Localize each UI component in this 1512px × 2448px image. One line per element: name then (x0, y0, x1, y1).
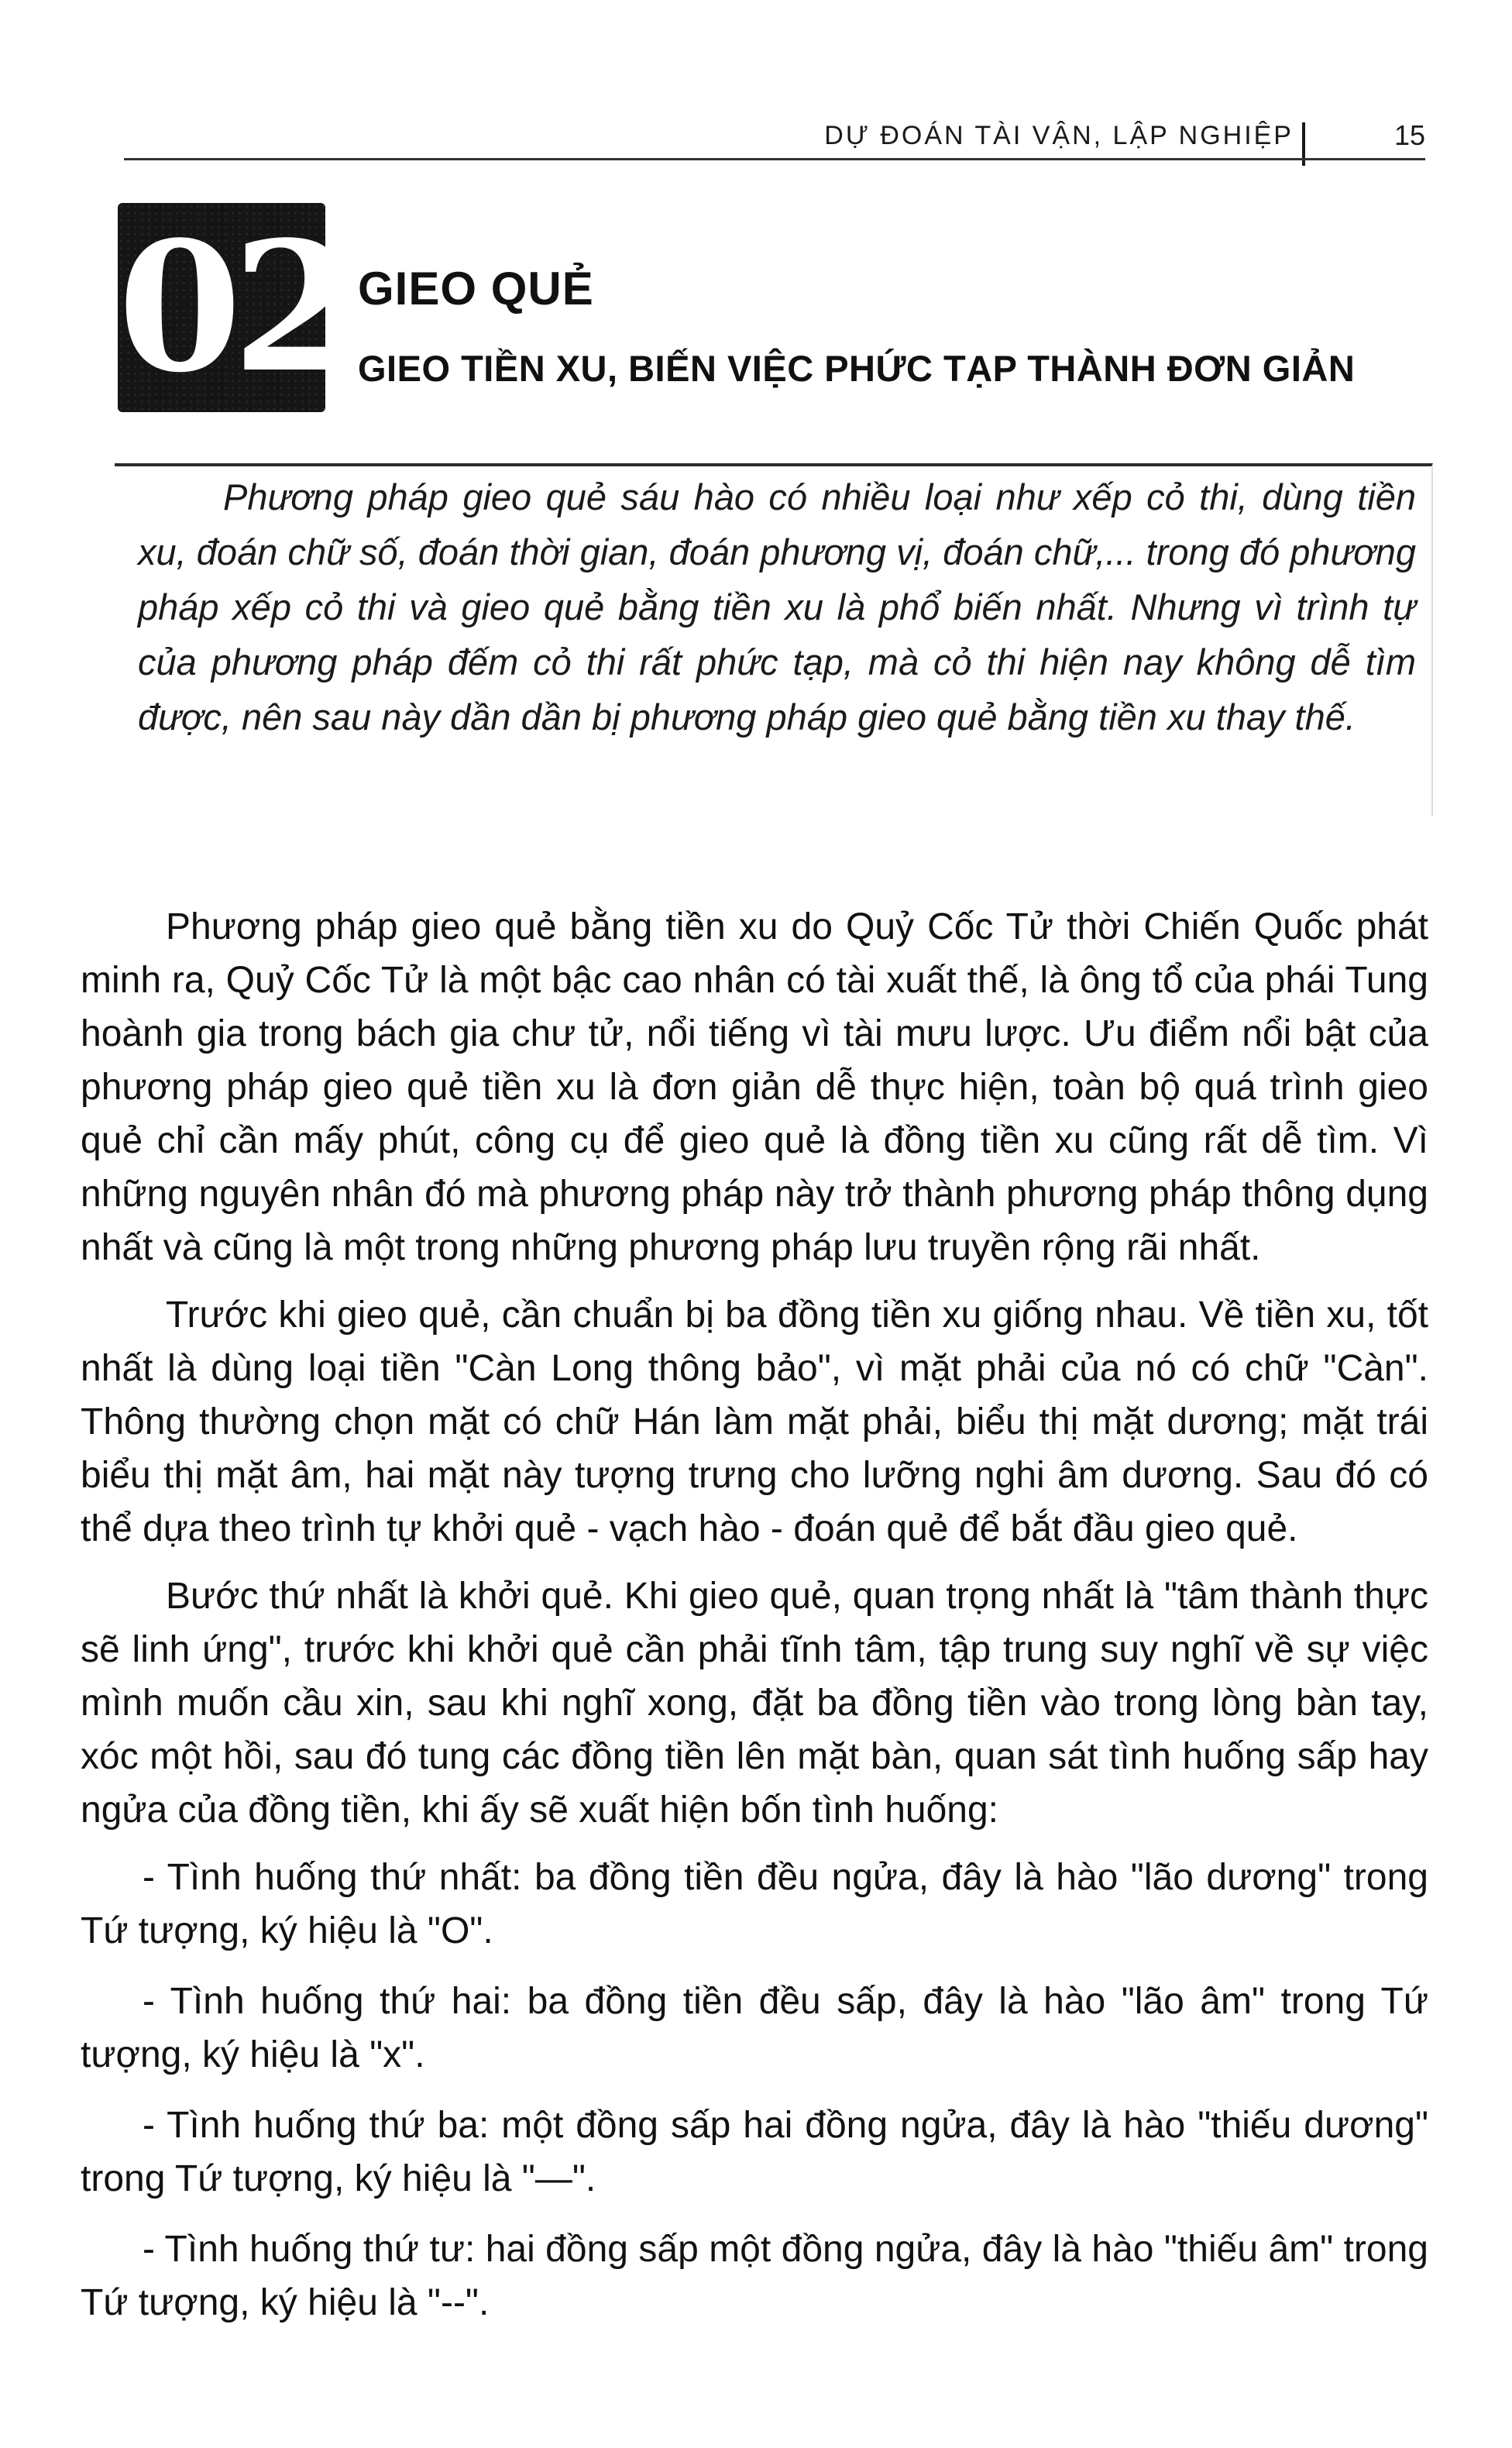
chapter-title: GIEO QUẺ (358, 263, 594, 315)
paragraph-2: Trước khi gieo quẻ, cần chuẩn bị ba đồng tiền xu giống nhau. Về tiền xu, tốt nhất là dùng loại tiền "Càn Long thông bảo", vì mặt phải của nó có chữ "Càn". Thông thường chọn mặt có chữ Hán làm mặt phải, biểu thị mặt dương; mặt trái biểu thị mặt âm, hai mặt này tượng trưng cho lưỡng nghi âm dương. Sau đó có thể dựa theo trình tự khởi quẻ - vạch hào - đoán quẻ để bắt đầu gieo quẻ. (81, 1294, 1428, 1549)
page-number: 15 (1393, 119, 1425, 151)
case-3: - Tình huống thứ ba: một đồng sấp hai đồng ngửa, đây là hào "thiếu dương" trong Tứ tượng, ký hiệu là "—". (81, 2105, 1428, 2199)
case-4: - Tình huống thứ tư: hai đồng sấp một đồng ngửa, đây là hào "thiếu âm" trong Tứ tượng, ký hiệu là "--". (81, 2229, 1428, 2323)
chapter-number-badge (118, 203, 348, 412)
running-header (124, 116, 1425, 163)
chapter-subtitle: GIEO TIỀN XU, BIẾN VIỆC PHỨC TẠP THÀNH ĐƠN GIẢN (358, 348, 1356, 389)
chapter-number: 02 (118, 203, 348, 412)
header-rule (124, 158, 1425, 160)
case-1: - Tình huống thứ nhất: ba đồng tiền đều ngửa, đây là hào "lão dương" trong Tứ tượng, ký hiệu là "O". (81, 1857, 1428, 1951)
paragraph-1: Phương pháp gieo quẻ bằng tiền xu do Quỷ Cốc Tử thời Chiến Quốc phát minh ra, Quỷ Cốc Tử là một bậc cao nhân có tài xuất thế, là ông tổ của phái Tung hoành gia trong bách gia chư tử, nổi tiếng vì tài mưu lược. Ưu điểm nổi bật của phương pháp gieo quẻ tiền xu là đơn giản dễ thực hiện, toàn bộ quá trình gieo quẻ chỉ cần mấy phút, công cụ để gieo quẻ là đồng tiền xu cũng rất dễ tìm. Vì những nguyên nhân đó mà phương pháp này trở thành phương pháp thông dụng nhất và cũng là một trong những phương pháp lưu truyền rộng rãi nhất. (81, 906, 1428, 1268)
intro-text: Phương pháp gieo quẻ sáu hào có nhiều loại như xếp cỏ thi, dùng tiền xu, đoán chữ số, đoán thời gian, đoán phương vị, đoán chữ,... trong đó phương pháp xếp cỏ thi và gieo quẻ bằng tiền xu là phổ biến nhất. Nhưng vì trình tự của phương pháp đếm cỏ thi rất phức tạp, mà cỏ thi hiện nay không dễ tìm được, nên sau này dần dần bị phương pháp gieo quẻ bằng tiền xu thay thế. (138, 476, 1416, 737)
paragraph-3: Bước thứ nhất là khởi quẻ. Khi gieo quẻ, quan trọng nhất là "tâm thành thực sẽ linh ứng", trước khi khởi quẻ cần phải tĩnh tâm, tập trung suy nghĩ về sự việc mình muốn cầu xin, sau khi nghĩ xong, đặt ba đồng tiền vào trong lòng bàn tay, xóc một hồi, sau đó tung các đồng tiền lên mặt bàn, quan sát tình huống sấp hay ngửa của đồng tiền, khi ấy sẽ xuất hiện bốn tình huống: (81, 1576, 1428, 1831)
intro-box (115, 463, 1433, 817)
body-text (81, 900, 1428, 2347)
case-2: - Tình huống thứ hai: ba đồng tiền đều sấp, đây là hào "lão âm" trong Tứ tượng, ký hiệu là "x". (81, 1981, 1428, 2075)
running-title: DỰ ĐOÁN TÀI VẬN, LẬP NGHIỆP (824, 121, 1294, 150)
